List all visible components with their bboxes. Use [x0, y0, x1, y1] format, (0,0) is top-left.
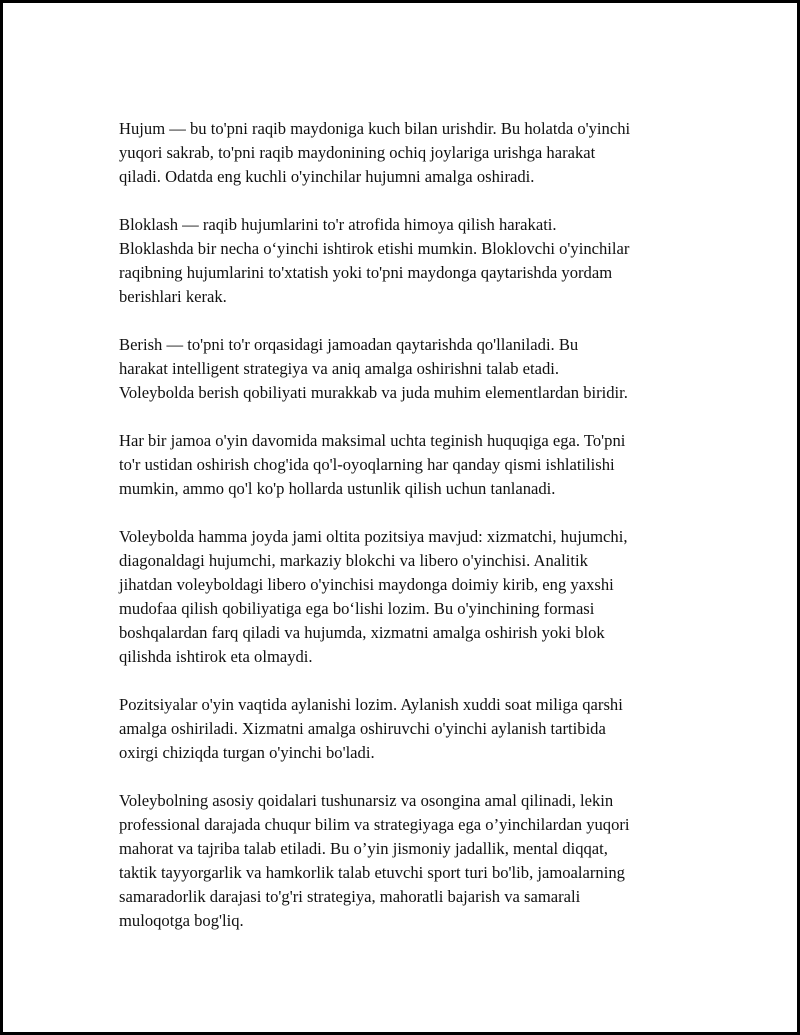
text-line: Hujum — bu to'pni raqib maydoniga kuch bilan urishdir. Bu holatda o'yinchi [119, 119, 631, 138]
text-line: qiladi. Odatda eng kuchli o'yinchilar hujumni amalga oshiradi. [119, 167, 535, 186]
text-line: yuqori sakrab, to'pni raqib maydonining ochiq joylariga urishga harakat [119, 143, 596, 162]
text-line: Berish — to'pni to'r orqasidagi jamoadan qaytarishda qo'llaniladi. Bu [119, 335, 579, 354]
text-line: Pozitsiyalar o'yin vaqtida aylanishi lozim. Aylanish xuddi soat miliga qarshi [119, 695, 623, 714]
text-line: Voleybolda berish qobiliyati murakkab va juda muhim elementlardan biridir. [119, 383, 628, 402]
text-line: harakat intelligent strategiya va aniq amalga oshirishni talab etadi. [119, 359, 560, 378]
paragraph-aylanish [119, 693, 699, 765]
text-line: to'r ustidan oshirish chog'ida qo'l-oyoqlarning har qanday qismi ishlatilishi [119, 455, 615, 474]
text-line: amalga oshiriladi. Xizmatni amalga oshiruvchi o'yinchi aylanish tartibida [119, 719, 606, 738]
paragraph-berish [119, 333, 699, 405]
text-line: diagonaldagi hujumchi, markaziy blokchi va libero o'yinchisi. Analitik [119, 551, 588, 570]
text-line: professional darajada chuqur bilim va strategiyaga ega o’yinchilardan yuqori [119, 815, 630, 834]
text-line: Voleybolda hamma joyda jami oltita pozitsiya mavjud: xizmatchi, hujumchi, [119, 527, 628, 546]
text-line: muloqotga bog'liq. [119, 911, 244, 930]
text-line: mumkin, ammo qo'l ko'p hollarda ustunlik qilish uchun tanlanadi. [119, 479, 556, 498]
text-line: samaradorlik darajasi to'g'ri strategiya, mahoratli bajarish va samarali [119, 887, 581, 906]
paragraph-qoidalar [119, 789, 699, 933]
paragraph-hujum [119, 117, 699, 189]
text-line: boshqalardan farq qiladi va hujumda, xizmatni amalga oshirish yoki blok [119, 623, 605, 642]
text-line: jihatdan voleyboldagi libero o'yinchisi maydonga doimiy kirib, eng yaxshi [119, 575, 614, 594]
text-line: Bloklash — raqib hujumlarini to'r atrofida himoya qilish harakati. [119, 215, 557, 234]
paragraph-teginish [119, 429, 699, 501]
text-line: raqibning hujumlarini to'xtatish yoki to'pni maydonga qaytarishda yordam [119, 263, 613, 282]
text-line: Voleybolning asosiy qoidalari tushunarsiz va osongina amal qilinadi, lekin [119, 791, 614, 810]
text-line: berishlari kerak. [119, 287, 227, 306]
text-line: qilishda ishtirok eta olmaydi. [119, 647, 313, 666]
text-line: taktik tayyorgarlik va hamkorlik talab etuvchi sport turi bo'lib, jamoalarning [119, 863, 625, 882]
paragraph-bloklash [119, 213, 699, 309]
text-line: Bloklashda bir necha o‘yinchi ishtirok etishi mumkin. Bloklovchi o'yinchilar [119, 239, 630, 258]
text-line: Har bir jamoa o'yin davomida maksimal uchta teginish huquqiga ega. To'pni [119, 431, 626, 450]
paragraph-pozitsiyalar-jami [119, 525, 699, 669]
text-line: oxirgi chiziqda turgan o'yinchi bo'ladi. [119, 743, 375, 762]
text-line: mudofaa qilish qobiliyatiga ega bo‘lishi lozim. Bu o'yinchining formasi [119, 599, 595, 618]
text-line: mahorat va tajriba talab etiladi. Bu o’yin jismoniy jadallik, mental diqqat, [119, 839, 608, 858]
document-body [119, 117, 699, 957]
